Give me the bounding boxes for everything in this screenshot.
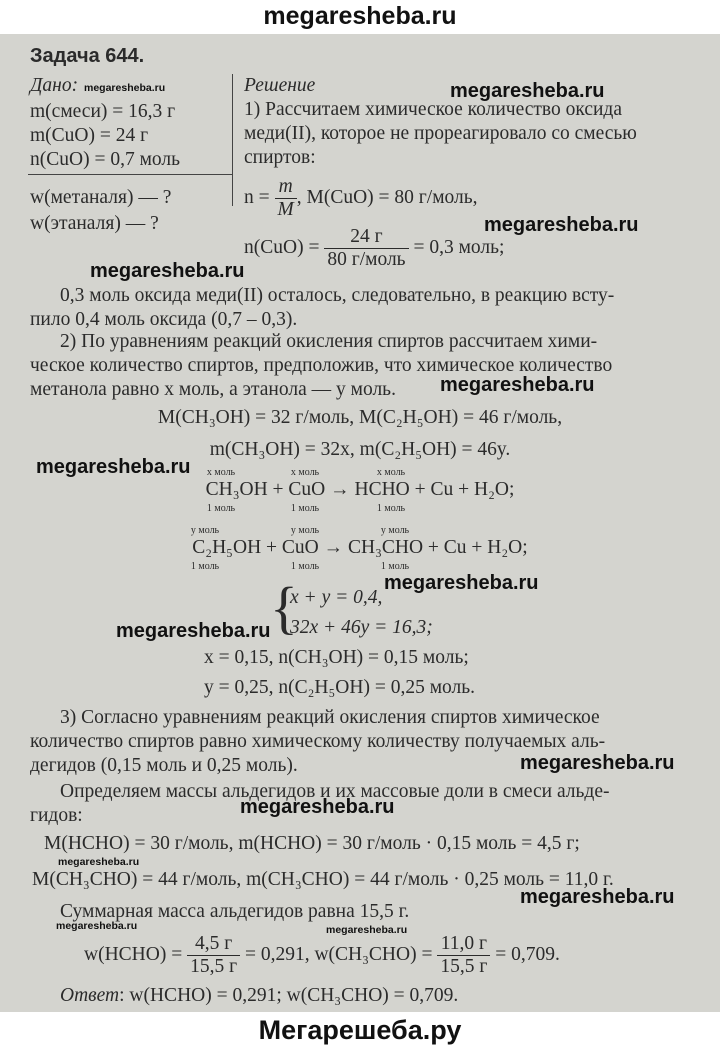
step3-line: количество спиртов равно химическому количеству получаемых аль- (30, 731, 606, 752)
watermark: megaresheba.ru (240, 796, 395, 818)
mass-fraction-line (84, 930, 560, 980)
watermark: megaresheba.ru (520, 752, 675, 774)
eq-under-label: 1 моль (290, 561, 320, 572)
eq-over-label: x моль (290, 467, 320, 478)
fraction-denominator: 80 г/моль (327, 249, 406, 271)
watermark: megaresheba.ru (90, 260, 245, 282)
eq-over-label: y моль (190, 525, 220, 536)
formula-n-lhs: n = (244, 187, 270, 208)
step2-line: ческое количество спиртов, предположив, что химическое количество (30, 355, 613, 376)
watermark: megaresheba.ru (116, 620, 271, 642)
formula-n-cuo-lhs: n(CuO) = (244, 237, 320, 258)
step1-line: 1) Рассчитаем химическое количество оксида (244, 99, 623, 120)
molar-mass-line: M(CH₃OH) = 32 г/моль, M(C₂H₅OH) = 46 г/моль, (157, 407, 563, 428)
paragraph-line: гидов: (30, 805, 83, 826)
site-header: megaresheba.ru (263, 2, 457, 30)
watermark-small: megaresheba.ru (84, 82, 166, 94)
mass-calc-line: M(CH₃CHO) = 44 г/моль, m(CH₃CHO) = 44 г/моль · 0,25 моль = 11,0 г. (32, 869, 614, 890)
fraction-numerator: 24 г (324, 226, 408, 249)
given-divider (28, 174, 232, 175)
find-line: w(этаналя) — ? (30, 213, 159, 234)
fraction-denominator: 15,5 г (190, 956, 238, 978)
step2-line: 2) По уравнениям реакций окисления спиртов рассчитаем хими- (60, 331, 598, 352)
equation-2: C₂H₅OH + CuO → CH₃CHO + Cu + H₂O; (192, 537, 528, 558)
watermark-small: megaresheba.ru (58, 856, 140, 868)
mass-calc-line: M(HCHO) = 30 г/моль, m(HCHO) = 30 г/моль · 0,15 моль = 4,5 г; (44, 833, 580, 854)
fraction-a-result: = 0,291, (244, 944, 310, 965)
watermark: megaresheba.ru (484, 214, 639, 236)
result-line: x = 0,15, n(CH₃OH) = 0,15 моль; (204, 647, 469, 668)
step1-line: спиртов: (244, 147, 316, 168)
fraction (275, 176, 297, 221)
watermark: megaresheba.ru (450, 80, 605, 102)
system-equation: x + y = 0,4, (290, 587, 383, 608)
paragraph-line: пило 0,4 моль оксида (0,7 – 0,3). (30, 309, 298, 330)
find-line: w(метаналя) — ? (30, 187, 172, 208)
fraction-b-result: = 0,709. (495, 944, 560, 965)
fraction (324, 226, 408, 271)
fraction-denominator: M (277, 199, 294, 221)
paragraph-line: Определяем массы альдегидов и их массовые доли в смеси альде- (60, 781, 610, 802)
paragraph-line: 0,3 моль оксида меди(II) осталось, следовательно, в реакцию всту- (60, 285, 615, 306)
system-equation: 32x + 46y = 16,3; (290, 617, 433, 638)
eq-under-label: 1 моль (376, 503, 406, 514)
watermark: megaresheba.ru (520, 886, 675, 908)
result-line: y = 0,25, n(C₂H₅OH) = 0,25 моль. (204, 677, 476, 698)
eq-under-label: 1 моль (380, 561, 410, 572)
step2-line: метанола равно x моль, а этанола — y моль. (30, 379, 396, 400)
equation-1: CH₃OH + CuO → HCHO + Cu + H₂O; (205, 479, 515, 500)
watermark: megaresheba.ru (36, 456, 191, 478)
fraction-numerator: m (275, 176, 297, 199)
given-line: n(CuO) = 0,7 моль (30, 149, 181, 170)
fraction-numerator: 4,5 г (187, 933, 240, 956)
eq-over-label: y моль (380, 525, 410, 536)
textbook-page (0, 34, 720, 1012)
eq-under-label: 1 моль (290, 503, 320, 514)
step1-line: меди(II), которое не прореагировало со смесью (244, 123, 637, 144)
given-label: Дано: (30, 75, 79, 96)
watermark-small: megaresheba.ru (326, 924, 408, 936)
watermark: megaresheba.ru (440, 374, 595, 396)
fraction-numerator: 11,0 г (437, 933, 490, 956)
formula-n-cuo-rest: = 0,3 моль; (413, 237, 505, 258)
given-line: m(CuO) = 24 г (30, 125, 149, 146)
site-footer: Мегарешеба.ру (258, 1015, 462, 1045)
eq-under-label: 1 моль (190, 561, 220, 572)
fraction-denominator: 15,5 г (440, 956, 488, 978)
eq-over-label: y моль (290, 525, 320, 536)
given-solution-divider (232, 74, 233, 206)
given-line: m(смеси) = 16,3 г (30, 101, 176, 122)
fraction (187, 933, 240, 978)
watermark-small: megaresheba.ru (56, 920, 138, 932)
formula-n (244, 174, 478, 222)
step3-line: дегидов (0,15 моль и 0,25 моль). (30, 755, 298, 776)
answer-label: Ответ (60, 985, 120, 1006)
eq-over-label: x моль (376, 467, 406, 478)
fraction-a-lhs: w(HCHO) = (84, 944, 183, 965)
eq-over-label: x моль (206, 467, 236, 478)
sum-line: Суммарная масса альдегидов равна 15,5 г. (60, 901, 410, 922)
system-brace: { (270, 575, 298, 640)
watermark: megaresheba.ru (384, 572, 539, 594)
problem-title: Задача 644. (30, 45, 145, 67)
fraction (437, 933, 490, 978)
answer-text: : w(HCHO) = 0,291; w(CH₃CHO) = 0,709. (119, 985, 459, 1006)
solution-label: Решение (244, 75, 316, 96)
eq-under-label: 1 моль (206, 503, 236, 514)
formula-n-rest: , M(CuO) = 80 г/моль, (296, 187, 478, 208)
fraction-b-lhs: w(CH₃CHO) = (314, 944, 433, 965)
answer-line (60, 984, 458, 1008)
formula-n-cuo (244, 224, 504, 272)
mass-line: m(CH₃OH) = 32x, m(C₂H₅OH) = 46y. (209, 439, 511, 460)
step3-line: 3) Согласно уравнениям реакций окисления спиртов химическое (60, 707, 600, 728)
